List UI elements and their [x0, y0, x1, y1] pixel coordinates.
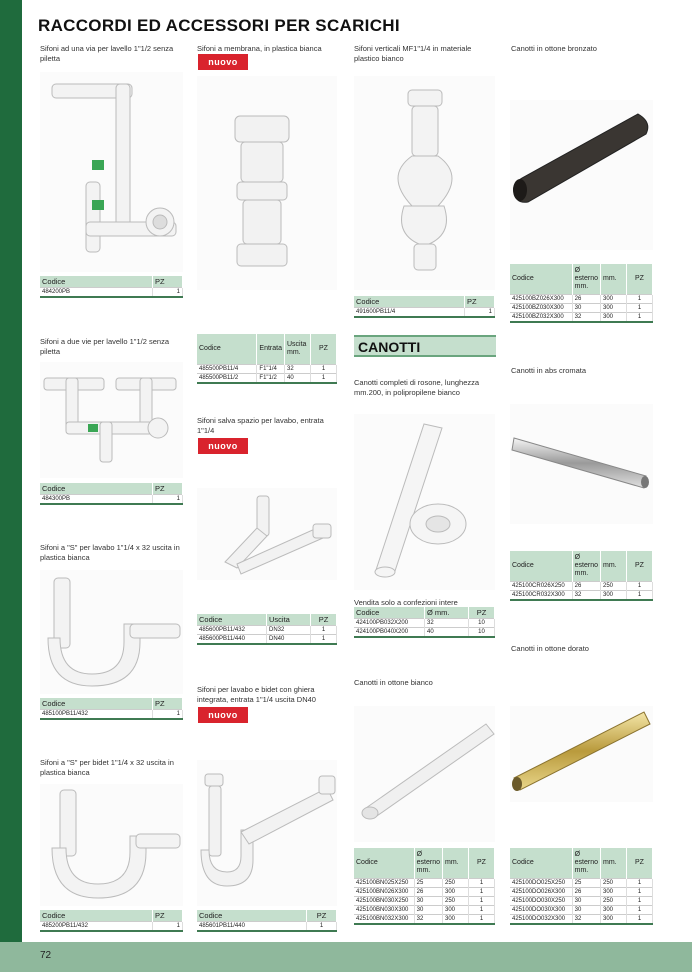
table-row: [510, 848, 653, 878]
table-row: [40, 709, 183, 719]
table-cell: 1: [627, 887, 653, 896]
table-cell: 425100DO030X300: [510, 905, 572, 914]
product-photo: [40, 72, 183, 272]
table-cell: 1: [469, 896, 495, 905]
table-cell: 1: [627, 294, 653, 303]
table-cell: 250: [601, 896, 627, 905]
new-badge: nuovo: [198, 707, 248, 723]
table-row: [510, 590, 653, 600]
table-cell: 32: [572, 590, 600, 600]
table-row: [40, 698, 183, 709]
product-description: Sifoni salva spazio per lavabo, entrata 1"1/4: [197, 416, 324, 435]
col-header-codice: Codice: [40, 698, 153, 709]
table-cell: 425100BN032X300: [354, 914, 414, 924]
product-table: [40, 698, 183, 720]
table-cell: 1: [627, 581, 653, 590]
table-cell: 26: [572, 581, 600, 590]
table-row: [510, 312, 653, 322]
product-photo: [197, 76, 337, 290]
cell-codice: 484200PB: [40, 287, 153, 297]
col-header-diametro: Ø esterno mm.: [572, 264, 600, 294]
table-cell: 40: [285, 373, 311, 383]
table-row: [354, 307, 495, 317]
product-table: [40, 483, 183, 505]
product-photo: [40, 570, 183, 694]
new-badge: nuovo: [198, 438, 248, 454]
table-row: [354, 607, 495, 618]
table-cell: 300: [443, 887, 469, 896]
table-cell: 485500PB11/4: [197, 364, 257, 373]
product-table: [354, 607, 495, 638]
table-row: [197, 921, 337, 931]
page-number: 72: [40, 950, 52, 961]
table-row: [510, 303, 653, 312]
cell-pz: 1: [153, 709, 183, 719]
product-photo: [40, 362, 183, 478]
table-cell: 300: [443, 905, 469, 914]
col-header-pz: PZ: [627, 848, 653, 878]
table-cell: 26: [572, 887, 600, 896]
table-cell: 425100BZ030X300: [510, 303, 572, 312]
col-header-diametro: Ø esterno mm.: [572, 551, 600, 581]
table-cell: 30: [414, 896, 442, 905]
col-header-lunghezza: mm.: [601, 551, 627, 581]
table-cell: 1: [311, 634, 337, 644]
col-header-pz: PZ: [153, 276, 183, 287]
table-cell: 424100PB040X200: [354, 627, 425, 637]
table-row: [510, 294, 653, 303]
table-row: [197, 373, 337, 383]
table-cell: 1: [469, 887, 495, 896]
table-cell: 485600PB11/432: [197, 625, 267, 634]
product-description: Sifoni per lavabo e bidet con ghiera integrata, entrata 1"1/4 uscita DN40: [197, 685, 316, 704]
table-cell: 425100BZ032X300: [510, 312, 572, 322]
table-cell: 425100DO032X300: [510, 914, 572, 924]
table-row: [354, 905, 495, 914]
table-cell: 300: [601, 294, 627, 303]
table-cell: 10: [469, 627, 495, 637]
table-cell: 300: [601, 887, 627, 896]
table-cell: 250: [443, 896, 469, 905]
product-photo: [510, 706, 653, 802]
page-title: RACCORDI ED ACCESSORI PER SCARICHI: [38, 16, 400, 35]
table-row: [40, 483, 183, 494]
table-row: [40, 910, 183, 921]
sale-note: Vendita solo a confezioni intere: [354, 598, 458, 607]
cell-pz: 1: [153, 494, 183, 504]
col-header-pz: PZ: [311, 334, 337, 364]
table-cell: F1"1/4: [257, 364, 285, 373]
table-cell: 1: [469, 914, 495, 924]
table-cell: 425100CR026X250: [510, 581, 572, 590]
product-description: Sifoni verticali MF1"1/4 in materiale plastico bianco: [354, 44, 472, 63]
product-description: Sifoni a membrana, in plastica bianca: [197, 44, 322, 53]
table-cell: 250: [443, 878, 469, 887]
table-cell: 26: [572, 294, 600, 303]
col-header-pz: PZ: [153, 698, 183, 709]
col-header-pz: PZ: [311, 614, 337, 625]
table-cell: 25: [572, 878, 600, 887]
col-header-diametro: Ø esterno mm.: [572, 848, 600, 878]
col-header-uscita: Uscita: [267, 614, 311, 625]
table-row: [40, 276, 183, 287]
table-row: [197, 334, 337, 364]
col-header-codice: Codice: [197, 334, 257, 364]
col-header-codice: Codice: [354, 607, 425, 618]
table-cell: 1: [311, 625, 337, 634]
product-description: Canotti in ottone bianco: [354, 678, 433, 687]
table-cell: 32: [572, 312, 600, 322]
col-header-diametro: Ø esterno mm.: [414, 848, 442, 878]
table-row: [354, 887, 495, 896]
table-cell: 30: [572, 905, 600, 914]
table-cell: 1: [469, 878, 495, 887]
table-cell: 300: [601, 590, 627, 600]
table-row: [40, 287, 183, 297]
col-header-pz: PZ: [469, 607, 495, 618]
table-cell: 1: [627, 896, 653, 905]
table-cell: 425100BZ026X300: [510, 294, 572, 303]
table-cell: 485500PB11/2: [197, 373, 257, 383]
product-table: [510, 551, 653, 601]
product-table: [197, 334, 337, 384]
cell-pz: 1: [153, 287, 183, 297]
table-cell: 300: [601, 303, 627, 312]
table-cell: 485601PB11/440: [197, 921, 307, 931]
product-description: Canotti in ottone dorato: [511, 644, 589, 653]
col-header-pz: PZ: [627, 551, 653, 581]
table-row: [197, 910, 337, 921]
table-cell: 425100BN030X250: [354, 896, 414, 905]
col-header-codice: Codice: [197, 614, 267, 625]
col-header-pz: PZ: [627, 264, 653, 294]
table-cell: 1: [311, 373, 337, 383]
product-table: [197, 910, 337, 932]
col-header-lunghezza: mm.: [601, 848, 627, 878]
product-table: [510, 848, 653, 925]
product-photo: [197, 760, 337, 906]
table-cell: 1: [627, 878, 653, 887]
col-header-pz: PZ: [153, 483, 183, 494]
product-photo: [510, 100, 653, 250]
section-title: CANOTTI: [358, 339, 421, 355]
col-header-codice: Codice: [40, 483, 153, 494]
col-header-codice: Codice: [510, 848, 572, 878]
product-photo: [354, 414, 495, 590]
table-row: [40, 494, 183, 504]
table-cell: 30: [572, 896, 600, 905]
table-row: [510, 878, 653, 887]
new-badge: nuovo: [198, 54, 248, 70]
table-cell: 32: [425, 618, 469, 627]
table-cell: F1"1/2: [257, 373, 285, 383]
cell-pz: 1: [153, 921, 183, 931]
product-table: [510, 264, 653, 323]
table-row: [354, 878, 495, 887]
product-description: Sifoni a "S" per bidet 1"1/4 x 32 uscita in plastica bianca: [40, 758, 174, 777]
table-row: [40, 921, 183, 931]
table-row: [510, 896, 653, 905]
product-description: Sifoni ad una via per lavello 1"1/2 senza piletta: [40, 44, 174, 63]
product-photo: [354, 76, 495, 290]
table-cell: 250: [601, 878, 627, 887]
side-color-bar: [0, 0, 22, 942]
table-cell: 425100DO030X250: [510, 896, 572, 905]
product-photo: [354, 706, 495, 842]
col-header-codice: Codice: [510, 264, 572, 294]
col-header-codice: Codice: [354, 848, 414, 878]
product-table: [40, 910, 183, 932]
col-header-uscita: Uscita mm.: [285, 334, 311, 364]
table-cell: 425100BN026X300: [354, 887, 414, 896]
product-description: Sifoni a due vie per lavello 1"1/2 senza piletta: [40, 337, 169, 356]
table-row: [510, 264, 653, 294]
table-cell: 1: [465, 307, 495, 317]
col-header-codice: Codice: [354, 296, 465, 307]
table-row: [510, 551, 653, 581]
table-row: [197, 625, 337, 634]
table-cell: 1: [627, 303, 653, 312]
col-header-lunghezza: mm.: [601, 264, 627, 294]
col-header-codice: Codice: [510, 551, 572, 581]
table-cell: 425100CR032X300: [510, 590, 572, 600]
table-row: [354, 896, 495, 905]
table-cell: 300: [601, 914, 627, 924]
table-row: [197, 364, 337, 373]
table-row: [354, 618, 495, 627]
table-cell: 425100DO025X250: [510, 878, 572, 887]
cell-codice: 484300PB: [40, 494, 153, 504]
product-photo: [510, 404, 653, 524]
table-row: [354, 627, 495, 637]
col-header-pz: PZ: [465, 296, 495, 307]
table-cell: 300: [443, 914, 469, 924]
table-cell: 1: [627, 905, 653, 914]
table-cell: DN40: [267, 634, 311, 644]
cell-codice: 485200PB11/432: [40, 921, 153, 931]
col-header-codice: Codice: [197, 910, 307, 921]
table-row: [197, 614, 337, 625]
table-cell: 40: [425, 627, 469, 637]
table-cell: 300: [601, 312, 627, 322]
table-cell: 1: [627, 312, 653, 322]
table-cell: 485600PB11/440: [197, 634, 267, 644]
col-header-entrata: Entrata: [257, 334, 285, 364]
product-description: Canotti in abs cromata: [511, 366, 587, 375]
table-row: [510, 887, 653, 896]
footer-bar: [0, 942, 692, 972]
product-table: [354, 296, 495, 318]
table-row: [354, 914, 495, 924]
col-header-pz: PZ: [307, 910, 337, 921]
table-cell: 1: [307, 921, 337, 931]
table-cell: 25: [414, 878, 442, 887]
product-table: [197, 614, 337, 645]
table-cell: 30: [572, 303, 600, 312]
table-cell: 1: [627, 914, 653, 924]
col-header-pz: PZ: [153, 910, 183, 921]
table-cell: 300: [601, 905, 627, 914]
product-table: [40, 276, 183, 298]
table-row: [354, 296, 495, 307]
product-description: Canotti completi di rosone, lunghezza mm.200, in polipropilene bianco: [354, 378, 480, 397]
table-row: [510, 905, 653, 914]
table-cell: 26: [414, 887, 442, 896]
table-cell: 1: [469, 905, 495, 914]
product-table: [354, 848, 495, 925]
product-photo: [40, 784, 183, 906]
table-cell: 425100BN030X300: [354, 905, 414, 914]
table-cell: 32: [572, 914, 600, 924]
product-photo: [197, 488, 337, 580]
table-cell: 250: [601, 581, 627, 590]
col-header-diametro: Ø mm.: [425, 607, 469, 618]
col-header-pz: PZ: [469, 848, 495, 878]
table-cell: 30: [414, 905, 442, 914]
section-heading: [354, 335, 496, 357]
product-description: Sifoni a "S" per lavabo 1"1/4 x 32 uscita in plastica bianca: [40, 543, 180, 562]
col-header-lunghezza: mm.: [443, 848, 469, 878]
table-cell: 424100PB032X200: [354, 618, 425, 627]
table-cell: DN32: [267, 625, 311, 634]
table-cell: 1: [627, 590, 653, 600]
table-row: [510, 914, 653, 924]
table-cell: 425100BN025X250: [354, 878, 414, 887]
table-cell: 425100DO026X300: [510, 887, 572, 896]
table-row: [354, 848, 495, 878]
table-row: [197, 634, 337, 644]
table-cell: 32: [414, 914, 442, 924]
table-cell: 32: [285, 364, 311, 373]
table-cell: 491600PB11/4: [354, 307, 465, 317]
table-row: [510, 581, 653, 590]
col-header-codice: Codice: [40, 910, 153, 921]
cell-codice: 485100PB11/432: [40, 709, 153, 719]
col-header-codice: Codice: [40, 276, 153, 287]
table-cell: 10: [469, 618, 495, 627]
table-cell: 1: [311, 364, 337, 373]
product-description: Canotti in ottone bronzato: [511, 44, 597, 53]
